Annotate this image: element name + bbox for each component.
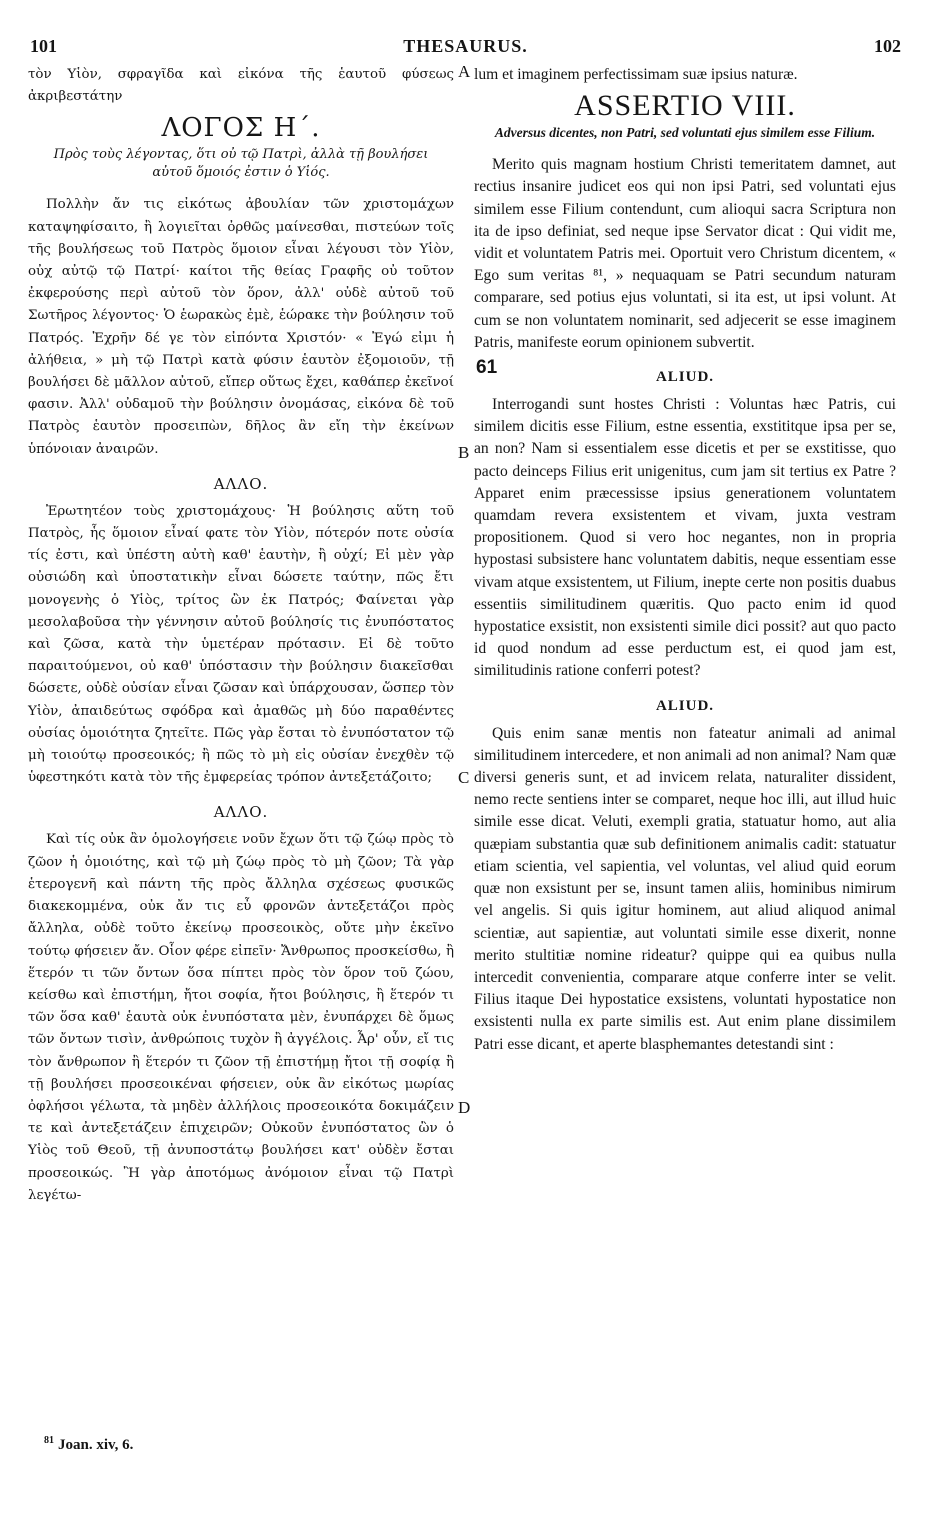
- footnote-marker: 81: [44, 1435, 54, 1446]
- latin-opening: lum et imaginem perfectissimam suæ ipsius naturæ.: [474, 66, 798, 83]
- greek-subheading: Πρὸς τοὺς λέγοντας, ὅτι οὐ τῷ Πατρὶ, ἀλλὰ τῇ βουλήσει αὐτοῦ ὅμοιός ἐστιν ὁ Υἱός.: [53, 147, 429, 181]
- latin-column: [474, 64, 896, 1056]
- greek-paragraph-3: Καὶ τίς οὐκ ἂν ὁμολογήσειε νοῦν ἔχων ὅτι τῷ ζώῳ πρὸς τὸ ζῶον ἡ ὁμοιότης, καὶ τῷ μὴ ζώῳ πρὸς τὸ μὴ ζῶον; Τὰ γὰρ ἑτερογενῆ καὶ πάντη τῆς πρὸς ἄλληλα σχέσεως φυσικῶς διακεκομμένα, οὐκ ἄν τις εὖ φρονῶν ἀντεξετάζοι πρὸς ἄλληλα, οὐδὲ τοῦτο ἐκείνῳ προσεοικὸς, οὔτε μὴν ἐκεῖνο τούτῳ φήσειεν ἄν. Οἷον φέρε εἰπεῖν· Ἄνθρωπος προσκείσθω, ἢ ἕτερόν τι τῶν ὄντων ὅσα πίπτει πρὸς τὸν ὅρον τοῦ ζώου, κείσθω καὶ ἐπιστήμη, ἤτοι σοφία, ἤτοι βούλησις, ἢ ἕτερόν τι τῶν ὅσα καθ' ἑαυτὰ οὐκ ἐνυπόστατα μὲν, ἐνυπάρχει δὲ ὅμως τῶν ὄντων τισὶν, ἀνθρώποις τυχὸν ἢ ἀγγέλοις. Ἆρ' οὖν, εἴ τις τὸν ἄνθρωπον ἢ ἕτερόν τι ζῶον τῇ ἐπιστήμῃ ἤτοι τῇ σοφίᾳ ἢ τῇ βουλήσει προσεοικέναι φήσειεν, οὐκ ἂν εἰκότως μωρίας ὀφλήσοι γέλωτα, τὰ μηδὲν ἀλλήλοις προσεοικότα δοκιμάζειν τε καὶ ἀντεξετάζειν ἐπιχειρῶν; Οὐκοῦν ἐνυπόστατος ὢν ὁ Υἱὸς τοῦ Θεοῦ, τῇ ἀνυποστάτῳ βουλήσει κατ' οὐδὲν ἔσται προσεοικώς. Ἢ γὰρ ἀποτόμως ἀνόμοιον εἶναι τῷ Πατρὶ λεγέτω-: [28, 832, 454, 1203]
- greek-column: [28, 64, 454, 1207]
- page-number-right: 102: [874, 36, 901, 56]
- latin-subheading: Adversus dicentes, non Patri, sed voluntati ejus similem esse Filium.: [494, 125, 876, 141]
- greek-paragraph-1: Πολλὴν ἄν τις εἰκότως ἀβουλίαν τῶν χριστομάχων καταψηφίσαιτο, ἢ λογιεῖται ὀρθῶς μαίνεσθαι, πιστεύων τοῖς τῆς βουλήσεως τοῦ Πατρὸς ὅμοιον εἶναι λέγουσι τὸν Υἱὸν, οὐχ αὐτῷ τῷ Πατρί· καίτοι τῆς θείας Γραφῆς οὐ τοῦτον ἐκφερούσης περὶ αὐτοῦ τὸν ὅρον, ἀλλ' οὐδὲ αὐτοῦ τοῦ Σωτῆρος λέγοντος· Ὁ ἑωρακὼς ἐμὲ, ἑώρακε τὴν βούλησιν τοῦ Πατρός. Ἐχρῆν δέ γε τὸν εἰπόντα Χριστόν· « Ἐγώ εἰμι ἡ ἀλήθεια, » μὴ τῷ Πατρὶ κατὰ φύσιν ἑαυτὸν ἐξομοιοῦν, τῇ βουλήσει δὲ μᾶλλον αὐτοῦ, εἴπερ οὕτως ἔχει, καθάπερ ἐκεῖνοί φασιν. Ἀλλ' οὐδαμοῦ τὴν βούλησιν ὀνομάσας, εἰκόνα δὲ τοῦ Πατρὸς ἑαυτὸν προσειπὼν, δῆλος ἂν εἴη τὴν ἐκείνων ὑπόνοιαν ἀναιρῶν.: [28, 197, 454, 457]
- footnote-text: Joan. xiv, 6.: [58, 1437, 134, 1453]
- greek-section-3-title: ΑΛΛΟ.: [213, 803, 269, 822]
- margin-letter-a: A: [458, 62, 471, 81]
- migne-column-number: 61: [476, 357, 498, 378]
- latin-paragraph-2: Interrogandi sunt hostes Christi : Voluntas hæc Patris, cui similem dicitis esse Filium, estne essentia, exstititque ipsa per se, an non? Nam si essentialem esse dicetis et per se exstitisse, quo pacto deinceps Filius erit unigenitus, cum jam sit tertius ex Patre ? Apparet enim præcessisse ipsius generationem voluntatem quamdam revera exsistentem et vivam, juxta vestram propositionem. Quod si vero hoc negantes, non in propria hypostasi subsistere hanc voluntatem dabitis, neque essentiam esse vivam atque exsistentem, ut Filium, inepte certe non positis duabus essentiis similitudinem quæritis. Quo pacto enim id quod hypostatice exsistit, non exsistenti simile dici possit? aut quo pacto id quod nondum ad esse perductum est, ei quod jam est, similitudinis ratione conferri potest?: [474, 396, 896, 680]
- greek-section-2-title: ΑΛΛΟ.: [213, 474, 269, 493]
- greek-heading: ΛΟΓΟΣ Η΄.: [161, 113, 321, 144]
- greek-paragraph-2: Ἐρωτητέον τοὺς χριστομάχους· Ἡ βούλησις αὕτη τοῦ Πατρὸς, ἧς ὅμοιον εἶναί φατε τὸν Υἱὸν, πότερόν ποτε οὐσία τίς ἐστι, καὶ ὑπέστη αὐτὴ καθ' ἑαυτὴν, ἢ οὐχί; Εἰ μὲν γὰρ οὐσιώδη καὶ ὑποστατικὴν εἶναι δώσετε ταύτην, πῶς ἔτι μονογενὴς ὁ Υἱὸς, τρίτος ὢν ἐκ Πατρός; Φαίνεται γὰρ μεσολαβοῦσα τὴν γέννησιν αὐτοῦ βούλησίς τις ἐνυπόστατος καὶ ζῶσα, κατὰ τὴν ὑμετέραν πρότασιν. Εἰ δὲ τοῦτο παραιτούμενοι, οὐ καθ' ὑπόστασιν τὴν βούλησιν διακεῖσθαι δώσετε, οὐδὲ οὐσίαν εἶναι ζῶσαν καὶ ὑπάρχουσαν, ὥσπερ τὸν Υἱὸν, ἀπαιδεύτως σφόδρα καὶ ἀμαθῶς μὴ δύο παραθέντες οὐσίας ὁμοιότητα ζητεῖτε. Πῶς γὰρ ἔσται τὸ ἐνυπόστατον τῷ μὴ τοιούτῳ προσεοικός; ἢ πῶς τὸ μὴ εἰς οὐσίαν ἐνεχθὲν τῷ ὑφεστηκότι κατὰ τὸν τῆς ἐμφερείας τρόπον ἀντεξετάζοιτο;: [28, 503, 454, 786]
- running-title: THESAURUS.: [403, 36, 528, 56]
- margin-letter-c: C: [458, 768, 470, 787]
- latin-paragraph-1: Merito quis magnam hostium Christi temeritatem damnet, aut rectius insanire judicet eos qui non ipsi Patri, sed voluntati ejus similem esse Filium contendunt, cum alioqui sacra Scriptura non ita de ipso definiat, sed neque ipse Servator dicat : Qui vidit me, vidit et voluntatem Patris mei. Oportuit vero Christum dicentem, « Ego sum veritas ⁸¹, » nequaquam se Patri secundum naturam comparare, sed potius ejus voluntati, si ita est, ut ipsi volunt. At cum se non voluntatem nominarit, sed adjecerit se esse imaginem Patris, manifeste eorum opinionem subvertit.: [474, 156, 896, 351]
- margin-letter-b: B: [458, 443, 470, 462]
- latin-heading: ASSERTIO VIII.: [574, 89, 796, 123]
- margin-letter-d: D: [458, 1098, 471, 1117]
- footnote: [44, 1435, 133, 1454]
- greek-opening: τὸν Υἱὸν, σφραγῖδα καὶ εἰκόνα τῆς ἑαυτοῦ φύσεως ἀκριβεστάτην: [28, 67, 454, 105]
- latin-section-2-title: ALIUD.: [655, 369, 715, 386]
- page-number-left: 101: [30, 36, 57, 56]
- latin-section-3-title: ALIUD.: [655, 697, 715, 714]
- running-header: [30, 36, 901, 58]
- latin-paragraph-3: Quis enim sanæ mentis non fateatur animali ad animal similitudinem intercedere, et non animali ad non animal? Nam quæ diversi generis sunt, et ad invicem relata, naturaliter dissident, nemo recte sentiens inter se comparet, neque hoc illi, aut illud huic simile esse dicat. Veluti, exempli gratia, statuatur homo, aut alia quæpiam substantia quæ sub definitionem animalis cadit: statuatur etiam scientia, vel sapientia, vel voluntas, vel aliud quid eorum quæ non exsistunt per se, insunt tamen aliis, hominibus nimirum vel angelis. Si quis igitur hominem, aut aliud aliquod animal scientiæ, aut sapientiæ, aut voluntati simile esse dixerit, nonne merito stultitiæ nomine rideatur? quippe qui ea quibus nulla intercedit convenientia, comparare atque conferre inter se velit. Filius itaque Dei hypostatice exsistens, voluntati hypostatice non exsistenti nulla ex parte similis est. Aut enim plane dissimilem Patri esse dicant, et aperte blasphemantes detestandi sint :: [474, 724, 896, 1053]
